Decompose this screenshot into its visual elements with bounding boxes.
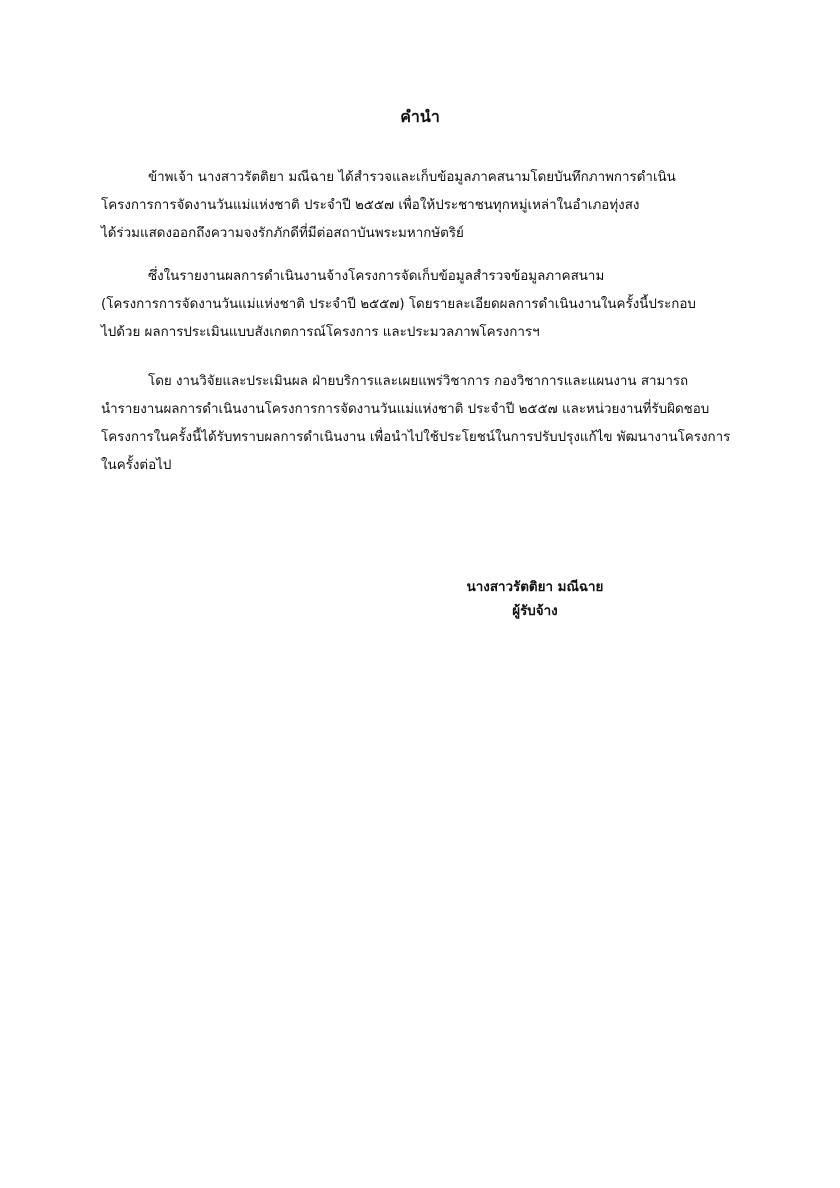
paragraph-line: ข้าพเจ้า นางสาวรัตติยา มณีฉาย ได้สำรวจและเก็บข้อมูลภาคสนามโดยบันทึกภาพการดำเนิน <box>148 170 676 185</box>
paragraph-line: ไปด้วย ผลการประเมินแบบสังเกตการณ์โครงการ และประมวลภาพโครงการฯ <box>101 325 540 340</box>
paragraph-line: (โครงการการจัดงานวันแม่แห่งชาติ ประจำปี ๒๕๕๗) โดยรายละเอียดผลการดำเนินงานในครั้งนี้ประกอบ <box>101 297 696 312</box>
paragraph-report-contents <box>101 263 741 347</box>
signature-role: ผู้รับจ้าง <box>512 604 558 619</box>
paragraph-line: โครงการการจัดงานวันแม่แห่งชาติ ประจำปี ๒๕๕๗ เพื่อให้ประชาชนทุกหมู่เหล่าในอำเภอทุ่งสง <box>101 198 640 213</box>
paragraph-intro <box>101 164 741 248</box>
paragraph-line: ได้ร่วมแสดงออกถึงความจงรักภักดีที่มีต่อสถาบันพระมหากษัตริย์ <box>101 226 464 241</box>
signature-block <box>440 576 630 624</box>
paragraph-line: นำรายงานผลการดำเนินงานโครงการการจัดงานวันแม่แห่งชาติ ประจำปี ๒๕๕๗ และหน่วยงานที่รับผิดชอบ <box>101 402 710 417</box>
page-title: คำนำ <box>400 107 440 126</box>
signature-name: นางสาวรัตติยา มณีฉาย <box>466 580 604 595</box>
paragraph-line: โครงการในครั้งนี้ได้รับทราบผลการดำเนินงาน เพื่อนำไปใช้ประโยชน์ในการปรับปรุงแก้ไข พัฒนางานโครงการ <box>101 430 731 445</box>
paragraph-line: ในครั้งต่อไป <box>101 458 172 473</box>
paragraph-line: ซึ่งในรายงานผลการดำเนินงานจ้างโครงการจัดเก็บข้อมูลสำรวจข้อมูลภาคสนาม <box>148 269 605 284</box>
paragraph-purpose <box>101 368 741 480</box>
paragraph-line: โดย งานวิจัยและประเมินผล ฝ่ายบริการและเผยแพร่วิชาการ กองวิชาการและแผนงาน สามารถ <box>148 374 689 389</box>
